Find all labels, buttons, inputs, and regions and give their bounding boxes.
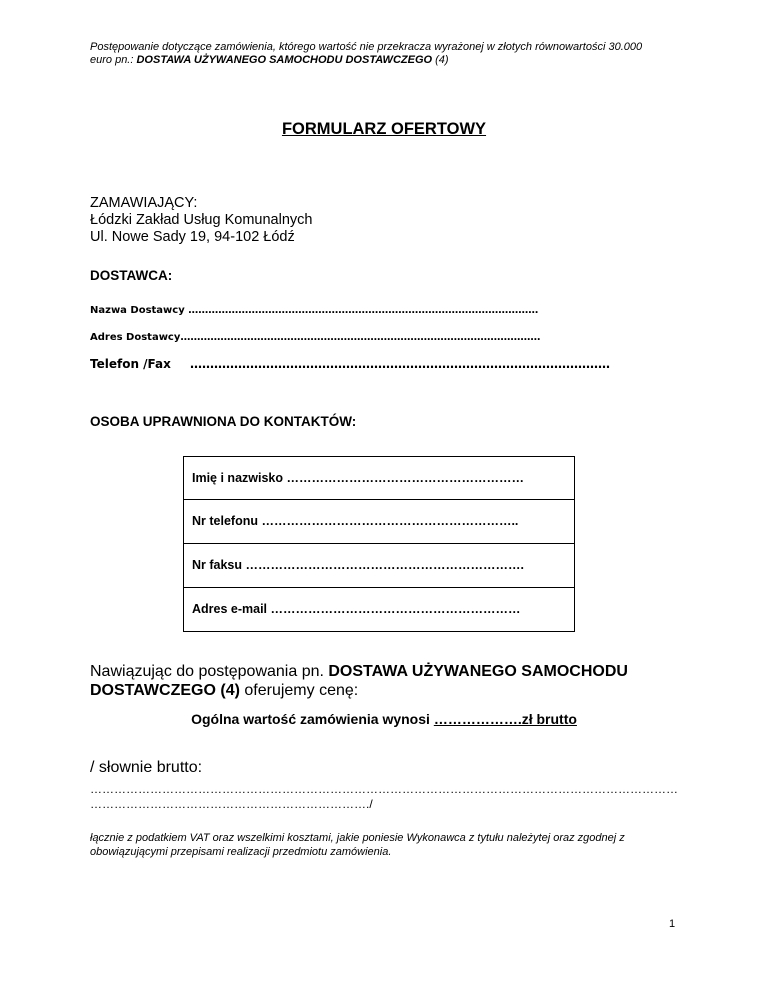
total-value-label: Ogólna wartość zamówienia wynosi	[191, 711, 434, 727]
page-header	[90, 41, 690, 67]
offer-intro-suffix: oferujemy cenę:	[239, 682, 359, 699]
contact-phone-field[interactable]: Nr telefonu ……………………………………………………..	[192, 514, 519, 528]
offer-intro-prefix: Nawiązując do postępowania pn.	[90, 663, 329, 680]
zamawiajacy-label: ZAMAWIAJĄCY:	[90, 195, 198, 211]
total-value-line	[0, 711, 768, 727]
page-number: 1	[669, 918, 676, 930]
vat-footnote: łącznie z podatkiem VAT oraz wszelkimi kosztami, jakie poniesie Wykonawca z tytułu należytej oraz zgodnej z obowiązującymi przepisami realizacji przedmiotu zamówienia.	[90, 832, 625, 858]
zamawiajacy-address: Ul. Nowe Sady 19, 94-102 Łódź	[90, 229, 295, 245]
contact-email-field[interactable]: Adres e-mail ……………………………………………………	[192, 602, 521, 616]
header-line-2	[90, 54, 690, 67]
header-line-2-prefix: euro pn.:	[90, 54, 137, 66]
header-procurement-name: DOSTAWA UŻYWANEGO SAMOCHODU DOSTAWCZEGO	[136, 54, 433, 66]
header-line-2-suffix: (4)	[432, 54, 449, 66]
page-title: FORMULARZ OFERTOWY	[281, 120, 487, 138]
offer-intro-procurement: DOSTAWA UŻYWANEGO SAMOCHODU DOSTAWCZEGO (4)	[90, 663, 628, 699]
table-divider	[184, 587, 574, 588]
dostawca-telefon-label: Telefon /Fax	[90, 357, 171, 371]
table-divider	[184, 543, 574, 544]
zamawiajacy-name: Łódzki Zakład Usług Komunalnych	[90, 212, 313, 228]
table-divider	[184, 499, 574, 500]
slownie-line-2[interactable]: ……………………………………………………………./	[90, 797, 373, 811]
slownie-line-1[interactable]: …………………………………………………………………………………………………………………………………	[90, 782, 678, 796]
dostawca-nazwa-field[interactable]: Nazwa Dostawcy ……………………………………………………………………………………………	[90, 305, 539, 316]
zamawiajacy-block	[90, 195, 312, 246]
contact-fax-field[interactable]: Nr faksu ………………………………………………………….	[192, 558, 524, 572]
contact-person-table	[183, 456, 575, 632]
dostawca-telefon-field[interactable]: ……………………………………………………………………………………………	[190, 357, 610, 371]
slownie-label: / słownie brutto:	[90, 759, 203, 776]
header-line-1: Postępowanie dotyczące zamówienia, którego wartość nie przekracza wyrażonej w złotych równowartości 30.000	[90, 41, 643, 53]
dostawca-adres-field[interactable]: Adres Dostawcy………………………………………………………………………………………………	[90, 332, 541, 343]
dostawca-heading: DOSTAWCA:	[90, 268, 173, 283]
offer-intro	[90, 662, 690, 700]
osoba-heading: OSOBA UPRAWNIONA DO KONTAKTÓW:	[90, 414, 357, 429]
contact-name-field[interactable]: Imię i nazwisko …………………………………………………	[192, 471, 524, 485]
total-value-field[interactable]: ……………….zł brutto	[433, 711, 577, 727]
